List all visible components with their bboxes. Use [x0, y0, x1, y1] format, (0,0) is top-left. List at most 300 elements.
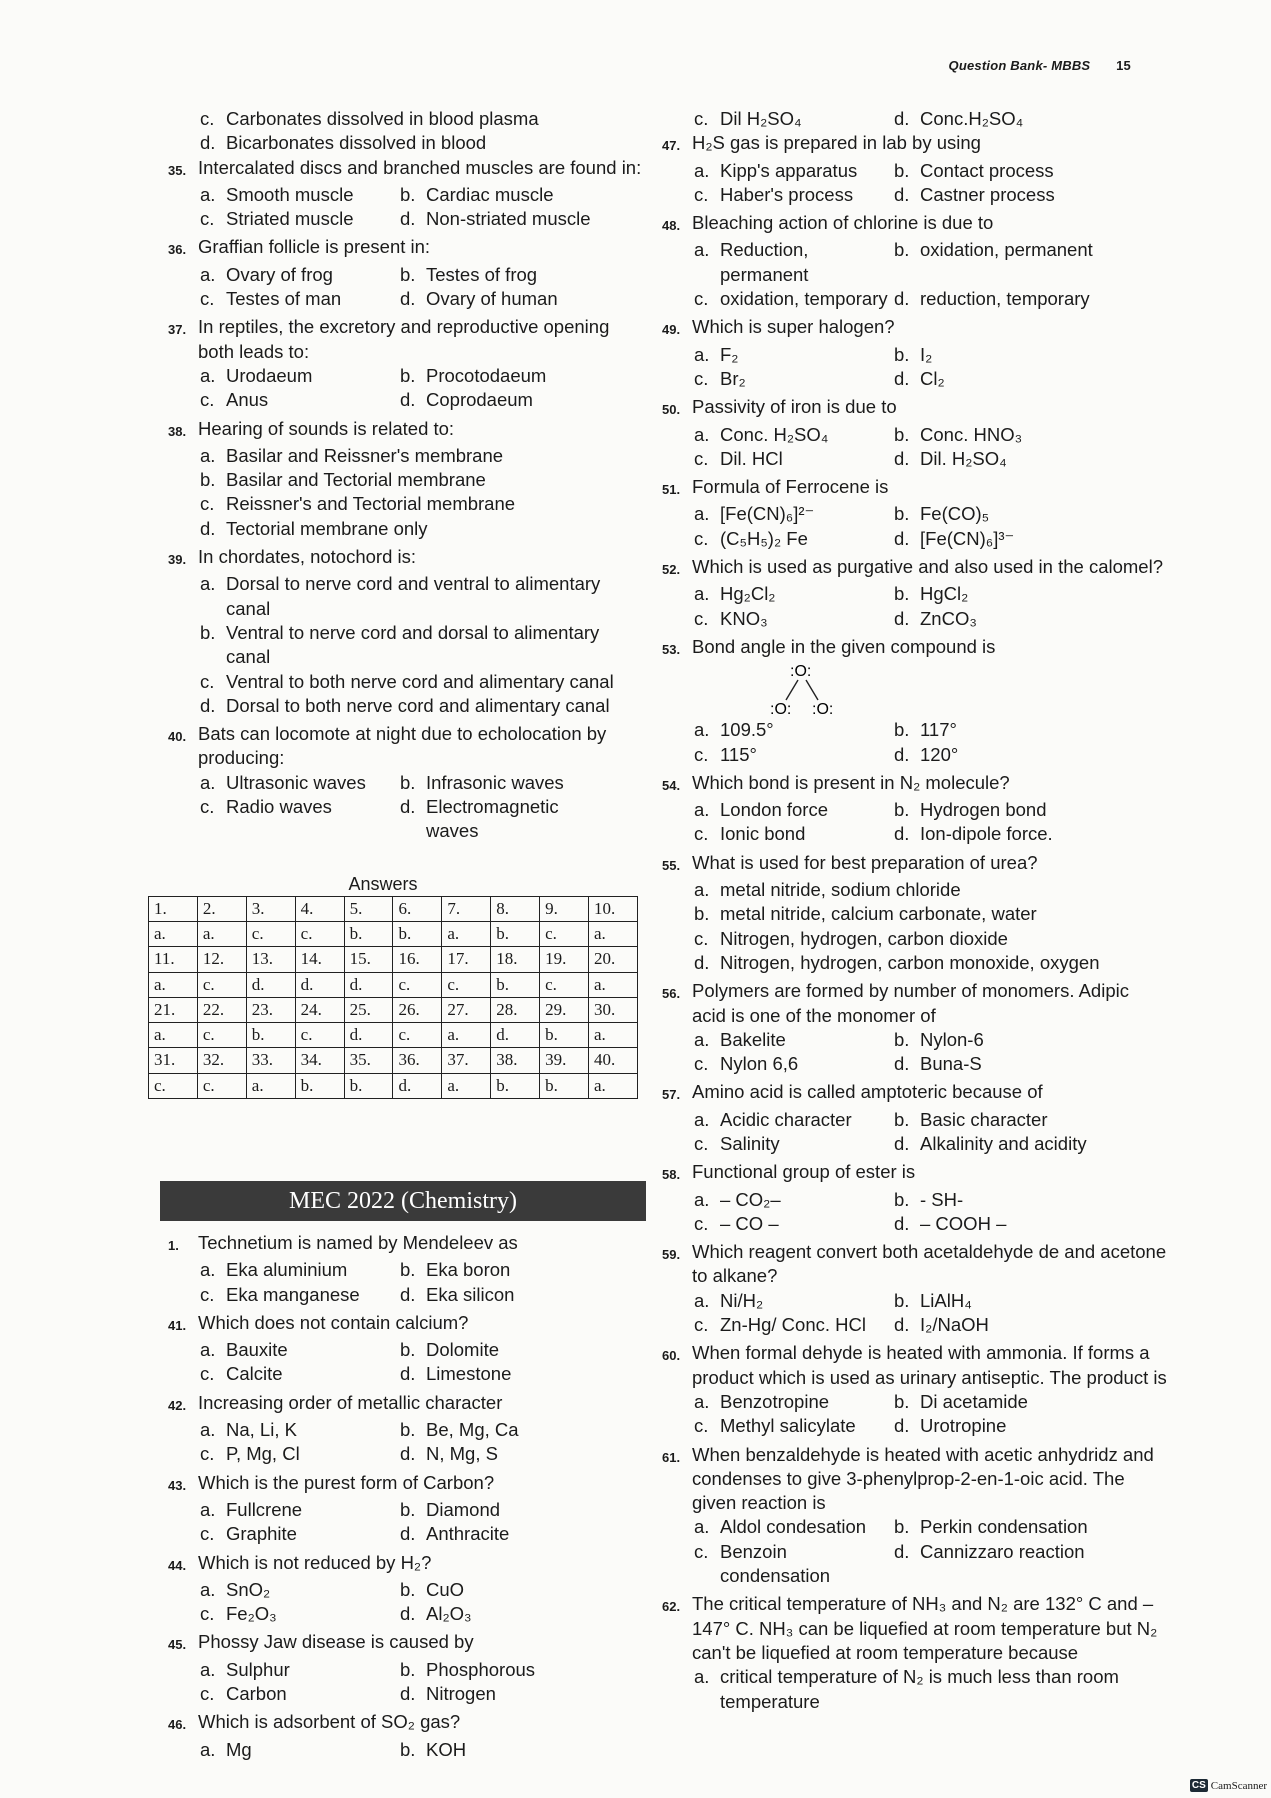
- question-row: [168, 1710, 643, 1737]
- question-text: Which is super halogen?: [692, 316, 895, 338]
- option-text: Diamond: [426, 1498, 501, 1520]
- option-text: Eka boron: [426, 1259, 511, 1281]
- table-cell: d.: [246, 972, 295, 997]
- option: [894, 1313, 1094, 1337]
- option: [894, 1188, 1094, 1212]
- option-row: [694, 1132, 1168, 1156]
- option-letter: a.: [694, 239, 710, 261]
- option-row: [694, 1108, 1168, 1132]
- option-letter: d.: [894, 1132, 910, 1154]
- option-text: Haber's process: [720, 183, 854, 205]
- page-header: [949, 58, 1131, 73]
- question-number: 42.: [168, 1397, 187, 1413]
- option-text: Ovary of human: [426, 288, 558, 310]
- option: [894, 1414, 1094, 1438]
- option-letter: c.: [694, 447, 709, 469]
- table-cell: c.: [295, 1023, 344, 1048]
- option: [400, 1283, 600, 1307]
- option-text: Perkin condensation: [920, 1516, 1088, 1538]
- option: [694, 1108, 894, 1132]
- option-text: Bakelite: [720, 1028, 786, 1050]
- option: [894, 1515, 1094, 1539]
- table-cell: 31.: [149, 1048, 198, 1073]
- option-text: Eka aluminium: [226, 1259, 348, 1281]
- table-row: [149, 1023, 638, 1048]
- option: [694, 582, 894, 606]
- question-row: [168, 315, 643, 364]
- option: [400, 1658, 600, 1682]
- option: [894, 1028, 1094, 1052]
- option: [400, 364, 600, 388]
- option-letter: b.: [400, 1578, 416, 1600]
- option-letter: b.: [894, 719, 910, 741]
- question-row: [662, 1592, 1168, 1665]
- option-letter: c.: [200, 208, 215, 230]
- option: [200, 388, 400, 412]
- option: [894, 159, 1094, 183]
- option: [694, 1313, 894, 1337]
- option: [894, 1132, 1094, 1156]
- option-text: Ni/H₂: [720, 1289, 764, 1311]
- option-text: Tectorial membrane only: [226, 517, 428, 539]
- ozone-structure-icon: [752, 662, 872, 718]
- table-row: [149, 896, 638, 921]
- option-letter: c.: [200, 1443, 215, 1465]
- option-text: Eka silicon: [426, 1283, 515, 1305]
- option-letter: d.: [894, 1540, 910, 1562]
- option-letter: a.: [694, 1289, 710, 1311]
- table-cell: c.: [197, 1023, 246, 1048]
- option-text: Striated muscle: [226, 208, 354, 230]
- option: [694, 502, 894, 526]
- option-letter: c.: [200, 1603, 215, 1625]
- option-text: – CO –: [720, 1212, 779, 1234]
- option-row: [694, 1390, 1168, 1414]
- option-text: Nylon 6,6: [720, 1053, 799, 1075]
- question-text: H₂S gas is prepared in lab by using: [692, 132, 981, 154]
- table-cell: 16.: [393, 947, 442, 972]
- option-letter: c.: [694, 108, 709, 129]
- option: [400, 1602, 600, 1626]
- table-cell: 24.: [295, 997, 344, 1022]
- option-letter: d.: [694, 951, 710, 973]
- option: [400, 207, 600, 231]
- question-row: [168, 545, 643, 572]
- option-letter: a.: [200, 263, 216, 285]
- option-row: [200, 1362, 643, 1386]
- option-text: – CO₂–: [720, 1188, 781, 1210]
- option-row: [694, 343, 1168, 367]
- option-row: [694, 1028, 1168, 1052]
- table-cell: a.: [149, 1023, 198, 1048]
- option-letter: a.: [694, 343, 710, 365]
- option-text: Procotodaeum: [426, 364, 547, 386]
- option-text: KOH: [426, 1738, 467, 1760]
- option-text: Anus: [226, 389, 269, 411]
- option-text: reduction, temporary: [920, 288, 1090, 310]
- option-row: [200, 468, 643, 492]
- option-text: Ion-dipole force.: [920, 823, 1053, 845]
- question-number: 54.: [662, 777, 681, 793]
- question-row: [662, 395, 1168, 422]
- option-text: Al₂O₃: [426, 1603, 472, 1625]
- option-row: [694, 1515, 1168, 1539]
- option-text: Non-striated muscle: [426, 208, 591, 230]
- question-text: When benzaldehyde is heated with acetic anhydridz and condenses to give 3-phenylprop-2-en-1-oic acid. The given reaction is: [692, 1443, 1154, 1514]
- option-letter: d.: [400, 1363, 416, 1385]
- option-letter: b.: [200, 469, 216, 491]
- option-row: [200, 207, 643, 231]
- option-row: [200, 364, 643, 388]
- option: [894, 1289, 1094, 1313]
- option: [200, 572, 643, 621]
- option-text: - SH-: [920, 1188, 964, 1210]
- table-cell: a.: [589, 972, 638, 997]
- option-letter: c.: [694, 288, 709, 310]
- option-row: [694, 1212, 1168, 1236]
- question-number: 45.: [168, 1637, 187, 1653]
- table-row: [149, 1048, 638, 1073]
- question-row: [168, 235, 643, 262]
- option-text: Calcite: [226, 1363, 283, 1385]
- option: [894, 1540, 1094, 1589]
- question-text: Bond angle in the given compound is: [692, 635, 996, 657]
- question-number: 47.: [662, 138, 681, 154]
- option-letter: a.: [200, 364, 216, 386]
- question-row: [662, 1160, 1168, 1187]
- option-letter: b.: [400, 1658, 416, 1680]
- table-cell: a.: [589, 1073, 638, 1098]
- option-letter: a.: [200, 1578, 216, 1600]
- option-row: [694, 1052, 1168, 1076]
- option-letter: a.: [200, 183, 216, 205]
- option-letter: c.: [200, 1283, 215, 1305]
- option-letter: b.: [400, 1419, 416, 1441]
- option-letter: a.: [694, 1188, 710, 1210]
- option-letter: d.: [894, 1212, 910, 1234]
- option-row: [200, 1283, 643, 1307]
- table-cell: d.: [344, 1023, 393, 1048]
- option-letter: d.: [200, 517, 216, 539]
- option-row: [694, 607, 1168, 631]
- option-text: ZnCO₃: [920, 607, 977, 629]
- option: [694, 1515, 894, 1539]
- option: [400, 1258, 600, 1282]
- option-text: metal nitride, calcium carbonate, water: [720, 903, 1037, 925]
- option: [200, 771, 400, 795]
- table-cell: c.: [540, 921, 589, 946]
- option: [694, 1028, 894, 1052]
- question-number: 36.: [168, 242, 187, 258]
- option-text: F₂: [720, 343, 739, 365]
- question-row: [662, 1341, 1168, 1390]
- option: [894, 582, 1094, 606]
- option: [894, 447, 1094, 471]
- option: [200, 694, 643, 718]
- option-letter: d.: [894, 288, 910, 310]
- option: [894, 743, 1094, 767]
- option: [694, 798, 894, 822]
- option: [200, 1658, 400, 1682]
- question-row: [662, 1080, 1168, 1107]
- option-text: KNO₃: [720, 607, 768, 629]
- option-text: I₂: [920, 343, 933, 365]
- option-letter: c.: [200, 1683, 215, 1705]
- option: [200, 795, 400, 844]
- option-letter: c.: [694, 367, 709, 389]
- option: [400, 771, 600, 795]
- table-cell: b.: [540, 1073, 589, 1098]
- question-number: 1.: [168, 1237, 179, 1253]
- question-text: Bats can locomote at night due to echolocation by producing:: [198, 723, 607, 769]
- question-number: 61.: [662, 1449, 681, 1465]
- option-row: [200, 1738, 643, 1762]
- option-text: Urodaeum: [226, 364, 313, 386]
- option-text: Cardiac muscle: [426, 183, 554, 205]
- table-cell: c.: [197, 972, 246, 997]
- question-number: 56.: [662, 986, 681, 1002]
- table-cell: 13.: [246, 947, 295, 972]
- option-text: P, Mg, Cl: [226, 1443, 300, 1465]
- table-cell: 10.: [589, 896, 638, 921]
- option-row: [200, 771, 643, 795]
- option-text: Fe(CO)₅: [920, 503, 990, 525]
- page-number: 15: [1116, 58, 1131, 73]
- option-letter: a.: [200, 573, 216, 595]
- option: [894, 1390, 1094, 1414]
- table-row: [149, 921, 638, 946]
- option: [200, 670, 643, 694]
- option-letter: d.: [400, 389, 416, 411]
- option-text: Bicarbonates dissolved in blood: [226, 132, 487, 154]
- table-cell: c.: [393, 1023, 442, 1048]
- option-letter: c.: [200, 493, 215, 515]
- option: [894, 238, 1094, 287]
- option: [694, 902, 1168, 926]
- question-text: Which is not reduced by H₂?: [198, 1551, 432, 1573]
- option-letter: d.: [894, 823, 910, 845]
- option-letter: c.: [200, 796, 215, 818]
- option-letter: c.: [694, 607, 709, 629]
- table-cell: a.: [197, 921, 246, 946]
- option-row: [694, 1188, 1168, 1212]
- option-letter: d.: [894, 607, 910, 629]
- table-cell: 12.: [197, 947, 246, 972]
- option: [694, 1132, 894, 1156]
- option: [200, 1362, 400, 1386]
- option: [694, 927, 1168, 951]
- table-cell: 23.: [246, 997, 295, 1022]
- option-text: Basilar and Reissner's membrane: [226, 444, 504, 466]
- option-row: [200, 795, 643, 844]
- option-text: Eka manganese: [226, 1283, 360, 1305]
- option-letter: a.: [200, 444, 216, 466]
- option: [200, 131, 643, 155]
- question-text: Polymers are formed by number of monomers. Adipic acid is one of the monomer of: [692, 980, 1129, 1026]
- option-text: Carbonates dissolved in blood plasma: [226, 108, 539, 129]
- camscanner-text: CamScanner: [1210, 1779, 1267, 1792]
- table-cell: 36.: [393, 1048, 442, 1073]
- option-text: N, Mg, S: [426, 1443, 498, 1465]
- option-text: Ionic bond: [720, 823, 806, 845]
- option-letter: c.: [694, 1132, 709, 1154]
- option-text: LiAlH₄: [920, 1289, 972, 1311]
- question-text: Phossy Jaw disease is caused by: [198, 1631, 474, 1653]
- question-number: 39.: [168, 552, 187, 568]
- question-number: 60.: [662, 1348, 681, 1364]
- table-cell: c.: [197, 1073, 246, 1098]
- option: [400, 388, 600, 412]
- option: [894, 1212, 1094, 1236]
- option-letter: b.: [894, 423, 910, 445]
- question-row: [168, 1471, 643, 1498]
- question-text: Which is used as purgative and also used in the calomel?: [692, 556, 1163, 578]
- option: [400, 1578, 600, 1602]
- question-text: Which bond is present in N₂ molecule?: [692, 771, 1010, 793]
- option-text: Bauxite: [226, 1339, 288, 1361]
- option-text: Buna-S: [920, 1053, 982, 1075]
- option: [400, 1338, 600, 1362]
- option-text: 109.5°: [720, 719, 774, 741]
- question-text: Which reagent convert both acetaldehyde de and acetone to alkane?: [692, 1241, 1167, 1287]
- option-row: [200, 1258, 643, 1282]
- option: [894, 798, 1094, 822]
- question-row: [662, 1443, 1168, 1516]
- option-row: [694, 1665, 1168, 1714]
- table-cell: b.: [246, 1023, 295, 1048]
- table-cell: a.: [442, 1073, 491, 1098]
- answers-table: [148, 896, 638, 1099]
- table-cell: 18.: [491, 947, 540, 972]
- question-text: Graffian follicle is present in:: [198, 236, 431, 258]
- option: [894, 107, 1094, 131]
- table-cell: d.: [393, 1073, 442, 1098]
- option: [200, 364, 400, 388]
- option-row: [694, 878, 1168, 902]
- option-text: Graphite: [226, 1523, 297, 1545]
- table-cell: c.: [442, 972, 491, 997]
- option-row: [200, 1338, 643, 1362]
- option-text: Mg: [226, 1738, 252, 1760]
- option: [894, 718, 1094, 742]
- option-text: Castner process: [920, 183, 1055, 205]
- table-cell: 21.: [149, 997, 198, 1022]
- option-text: HgCl₂: [920, 583, 969, 605]
- option: [694, 238, 894, 287]
- question-number: 49.: [662, 322, 681, 338]
- option-text: Sulphur: [226, 1658, 290, 1680]
- option-text: Reissner's and Tectorial membrane: [226, 493, 516, 515]
- option-text: Phosphorous: [426, 1658, 536, 1680]
- option-row: [694, 582, 1168, 606]
- question-text: In reptiles, the excretory and reproductive opening both leads to:: [198, 316, 610, 362]
- option-text: Urotropine: [920, 1415, 1007, 1437]
- question-text: Passivity of iron is due to: [692, 396, 897, 418]
- option-text: Carbon: [226, 1683, 287, 1705]
- option-row: [694, 1414, 1168, 1438]
- table-cell: 37.: [442, 1048, 491, 1073]
- option-letter: a.: [200, 1658, 216, 1680]
- table-cell: 20.: [589, 947, 638, 972]
- option-text: critical temperature of N₂ is much less than room temperature: [720, 1666, 1119, 1712]
- option-letter: b.: [400, 263, 416, 285]
- option-letter: d.: [400, 1603, 416, 1625]
- option-row: [200, 183, 643, 207]
- option-letter: a.: [200, 1738, 216, 1760]
- table-cell: b.: [540, 1023, 589, 1048]
- option-row: [200, 572, 643, 621]
- option-row: [694, 743, 1168, 767]
- option: [694, 878, 1168, 902]
- table-cell: 27.: [442, 997, 491, 1022]
- question-number: 55.: [662, 857, 681, 873]
- option-letter: c.: [694, 743, 709, 765]
- question-text: Which is the purest form of Carbon?: [198, 1471, 495, 1493]
- option-row: [200, 517, 643, 541]
- option-letter: b.: [894, 1390, 910, 1412]
- question-number: 50.: [662, 402, 681, 418]
- option: [200, 1338, 400, 1362]
- option-text: Aldol condesation: [720, 1516, 867, 1538]
- option-letter: d.: [894, 447, 910, 469]
- table-cell: 33.: [246, 1048, 295, 1073]
- option-letter: c.: [694, 1212, 709, 1234]
- table-cell: 34.: [295, 1048, 344, 1073]
- option: [400, 1362, 600, 1386]
- option: [694, 367, 894, 391]
- table-row: [149, 997, 638, 1022]
- option-row: [694, 798, 1168, 822]
- option-letter: b.: [400, 1339, 416, 1361]
- table-cell: d.: [295, 972, 344, 997]
- option-row: [694, 159, 1168, 183]
- table-cell: b.: [491, 921, 540, 946]
- option-text: metal nitride, sodium chloride: [720, 879, 961, 901]
- table-cell: c.: [393, 972, 442, 997]
- option-text: Contact process: [920, 159, 1054, 181]
- chemistry-questions: [168, 1231, 643, 1766]
- option: [200, 1738, 400, 1762]
- table-cell: 28.: [491, 997, 540, 1022]
- option-letter: a.: [200, 1419, 216, 1441]
- option: [200, 1578, 400, 1602]
- option-letter: b.: [694, 903, 710, 925]
- option: [200, 1418, 400, 1442]
- question-row: [662, 851, 1168, 878]
- option-letter: c.: [694, 927, 709, 949]
- option: [694, 607, 894, 631]
- option-letter: b.: [894, 583, 910, 605]
- option-letter: d.: [894, 1314, 910, 1336]
- question-text: Bleaching action of chlorine is due to: [692, 212, 994, 234]
- table-cell: a.: [442, 921, 491, 946]
- scanner-watermark: [1190, 1779, 1267, 1792]
- option: [894, 527, 1094, 551]
- option-text: 117°: [920, 719, 957, 741]
- option-letter: d.: [894, 1415, 910, 1437]
- table-cell: c.: [246, 921, 295, 946]
- option: [894, 367, 1094, 391]
- option-letter: a.: [694, 1108, 710, 1130]
- question-text: Which does not contain calcium?: [198, 1311, 469, 1333]
- question-row: [662, 211, 1168, 238]
- question-row: [662, 131, 1168, 158]
- option-row: [200, 1522, 643, 1546]
- option-letter: a.: [200, 1498, 216, 1520]
- option: [400, 287, 600, 311]
- question-row: [168, 1551, 643, 1578]
- option: [400, 795, 600, 844]
